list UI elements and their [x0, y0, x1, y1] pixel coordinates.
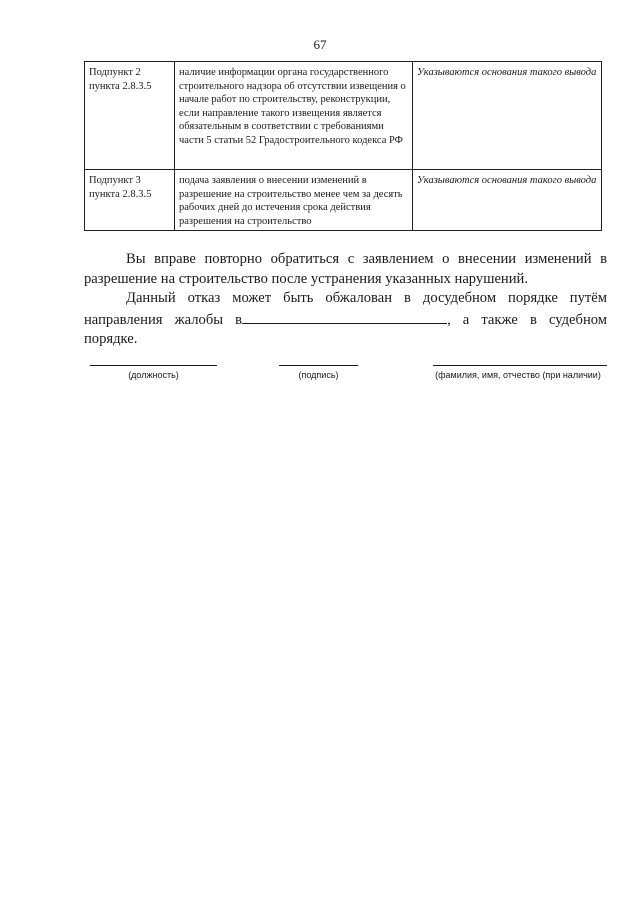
signature-line	[279, 365, 358, 366]
reason-cell: наличие информации органа государственного строительного надзора об отсутствии извещения о начале работ по строительству, реконструкции, если направление такого извещения является обязательным в соответствии с требованиями части 5 статьи 52 Градостроительного кодекса РФ	[175, 62, 413, 170]
appeal-authority-blank	[242, 309, 447, 324]
explanation-cell: Указываются основания такого вывода	[413, 62, 602, 170]
page-number: 67	[313, 37, 327, 52]
position-label: (должность)	[128, 370, 179, 380]
appeal-paragraph	[84, 289, 607, 350]
refusal-reasons-table	[84, 61, 602, 231]
table-row	[85, 62, 602, 170]
position-line	[90, 365, 217, 366]
table-row	[85, 170, 602, 231]
signature-label: (подпись)	[298, 370, 339, 380]
explanation-cell: Указываются основания такого вывода	[413, 170, 602, 231]
basis-cell: Подпункт 2 пункта 2.8.3.5	[85, 62, 175, 170]
name-line	[433, 365, 607, 366]
basis-cell: Подпункт 3 пункта 2.8.3.5	[85, 170, 175, 231]
appeal-text-start: Данный отказ может быть обжалован в досудебном порядке путём направления жалобы в	[84, 290, 607, 328]
reason-cell: подача заявления о внесении изменений в разрешение на строительство менее чем за десять рабочих дней до истечения срока действия разрешения на строительство	[175, 170, 413, 231]
appeal-text-end: , а также в судебном порядке.	[84, 311, 608, 348]
reapply-paragraph: Вы вправе повторно обратиться с заявлением о внесении изменений в разрешение на строительство после устранения указанных нарушений.	[84, 251, 607, 287]
name-label: (фамилия, имя, отчество (при наличии)	[435, 370, 601, 380]
